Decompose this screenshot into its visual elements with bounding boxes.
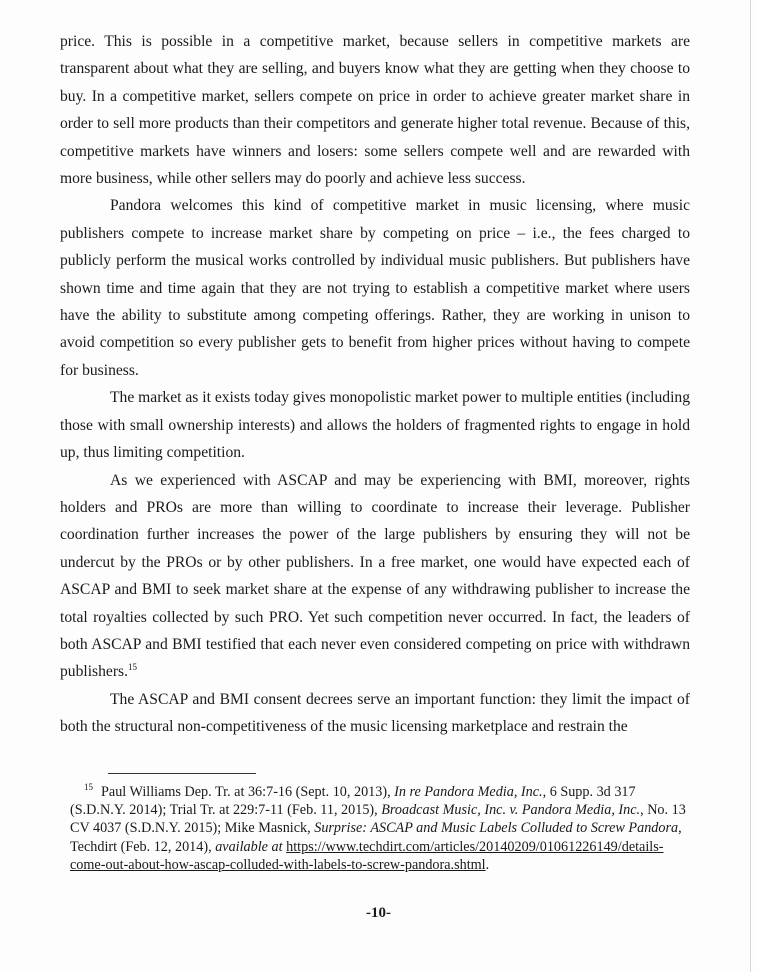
footnote-number: 15 xyxy=(84,782,93,793)
footnote-url-link[interactable]: https://www.techdirt.com/articles/20140209/01061226149/details-come-out-about-how-ascap-colluded-with-labels-to-screw-pandora.shtml xyxy=(70,838,664,873)
footnote-case-1: In re Pandora Media, Inc. xyxy=(394,784,543,800)
paragraph-5-text: The ASCAP and BMI consent decrees serve an important function: they limit the impact of both the structural non-competitiveness of the music licensing marketplace and restrain the xyxy=(60,690,690,736)
paragraph-5 xyxy=(60,686,690,741)
footnote-available-at: available at xyxy=(215,838,283,855)
paragraph-1-text: price. This is possible in a competitive market, because sellers in competitive markets are transparent about what they are selling, and buyers know what they are getting when they choose to buy. In a competitive market, sellers compete on price in order to achieve greater market share in order to sell more products than their competitors and generate higher total revenue. Because of this, competitive markets have winners and losers: some sellers compete well and are rewarded with more business, while other sellers may do poorly and achieve less success. xyxy=(60,33,690,188)
footnote-text-part3: , No. 13 CV 4037 (S.D.N.Y. 2015); Mike Masnick, xyxy=(70,802,686,837)
page-edge xyxy=(750,0,751,972)
footnote-text-part1: Paul Williams Dep. Tr. at 36:7-16 (Sept. 10, 2013), xyxy=(101,784,395,800)
footnote-text-part2: , 6 Supp. 3d 317 (S.D.N.Y. 2014); Trial Tr. at 229:7-11 (Feb. 11, 2015), xyxy=(70,784,636,819)
footnote-15 xyxy=(70,783,690,874)
footnote-separator xyxy=(108,773,256,774)
paragraph-2-text: Pandora welcomes this kind of competitive market in music licensing, where music publishers compete to increase market share by competing on price – i.e., the fees charged to publicly perform the musical works controlled by individual music publishers. But publishers have shown time and time again that they are not trying to establish a competitive market where users have the ability to substitute among competing offerings. Rather, they are working in unison to avoid competition so every publisher gets to benefit from higher prices without having to compete for business. xyxy=(60,197,690,379)
paragraph-2 xyxy=(60,192,690,384)
body-text xyxy=(60,28,690,741)
footnote-article-title: Surprise: ASCAP and Music Labels Colluded to Screw Pandora xyxy=(314,820,679,837)
paragraph-4-text: As we experienced with ASCAP and may be experiencing with BMI, moreover, rights holders and PROs are more than willing to coordinate to increase their leverage. Publisher coordination further increases the power of the large publishers by ensuring they will not be undercut by the PROs or by other publishers. In a free market, one would have expected each of ASCAP and BMI to seek market share at the expense of any withdrawing publisher to increase the total royalties collected by such PRO. Yet such competition never occurred. In fact, the leaders of both ASCAP and BMI testified that each never even considered competing on price with withdrawn publishers. xyxy=(60,471,690,681)
page-number: -10- xyxy=(366,905,391,921)
paragraph-3-text: The market as it exists today gives monopolistic market power to multiple entities (including those with small ownership interests) and allows the holders of fragmented rights to engage in hold up, thus limiting competition. xyxy=(60,389,690,462)
footnote-case-2: Broadcast Music, Inc. v. Pandora Media, Inc. xyxy=(381,802,641,819)
paragraph-4 xyxy=(60,467,690,686)
footnote-end: . xyxy=(485,856,490,873)
footnote-text-part4: , Techdirt (Feb. 12, 2014), xyxy=(70,820,682,855)
paragraph-1 xyxy=(60,28,690,192)
paragraph-3 xyxy=(60,384,690,466)
footnote-reference-15[interactable]: 15 xyxy=(128,662,138,673)
